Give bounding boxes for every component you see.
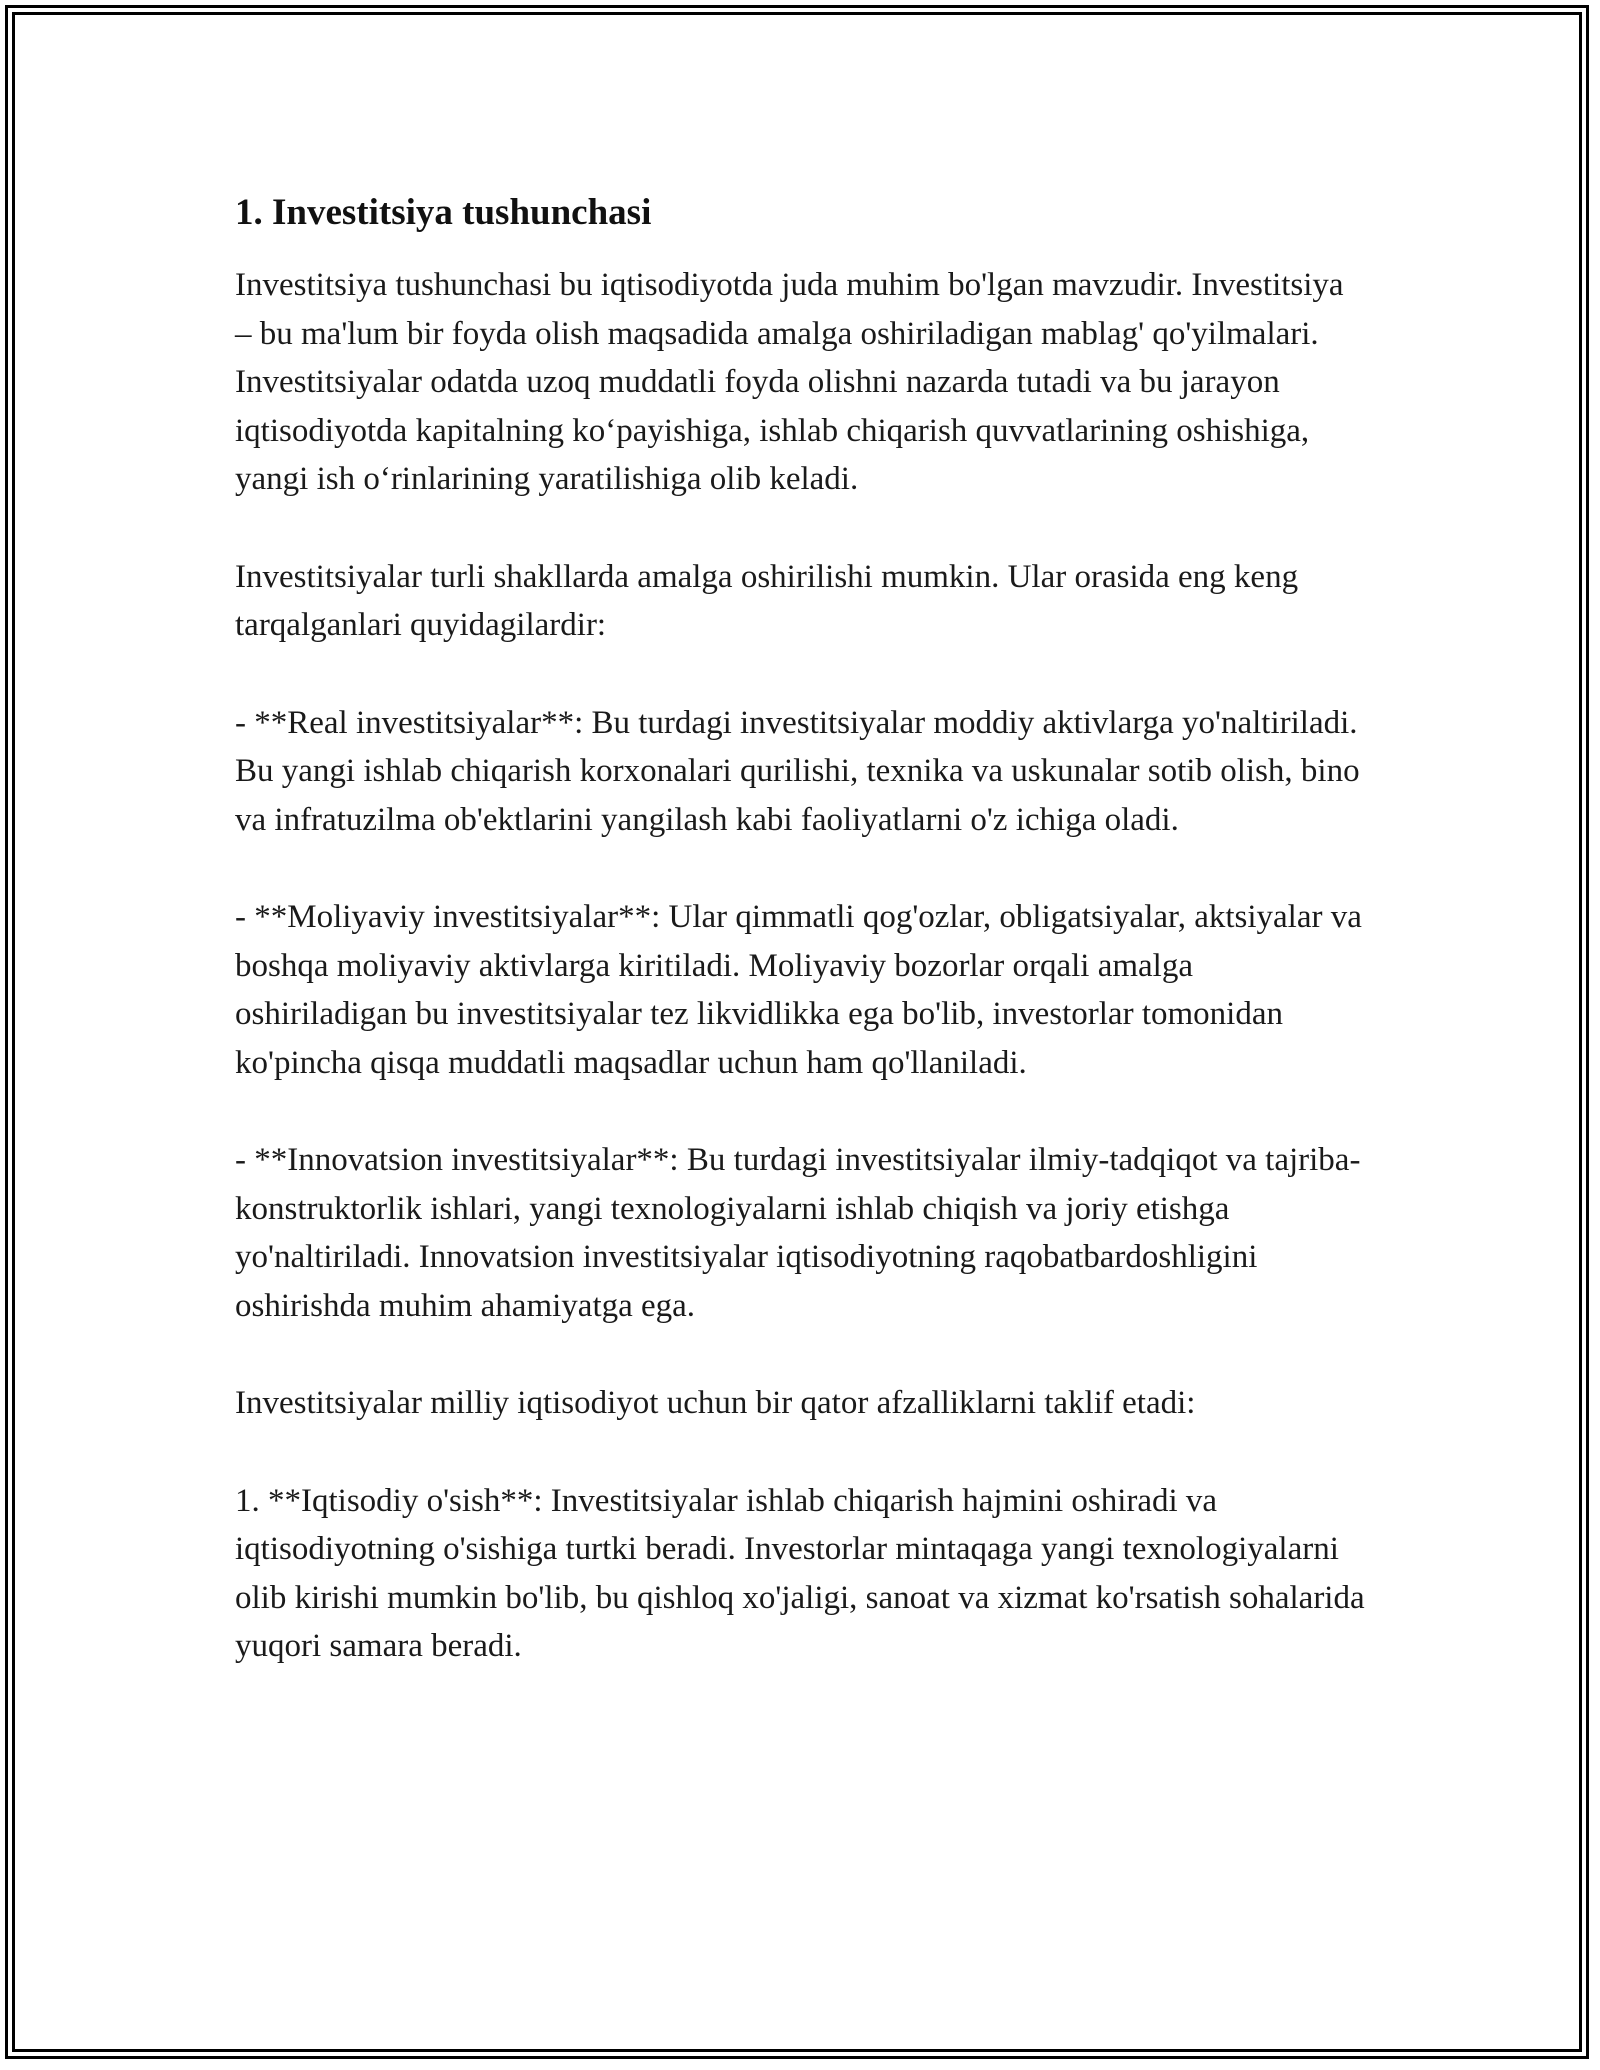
paragraph-real-investments: - **Real investitsiyalar**: Bu turdagi investitsiyalar moddiy aktivlarga yo'naltiriladi. Bu yangi ishlab chiqarish korxonalari qurilishi, texnika va uskunalar sotib olish, bino va infratuzilma ob'ektlarini yangilash kabi faoliyatlarni o'z ichiga oladi. [235,704,1360,838]
paragraph-advantages-intro: Investitsiyalar milliy iqtisodiyot uchun bir qator afzalliklarni taklif etadi: [235,1385,1196,1421]
section-heading: 1. Investitsiya tushunchasi [235,192,652,233]
paragraph-financial-investments: - **Moliyaviy investitsiyalar**: Ular qimmatli qog'ozlar, obligatsiyalar, aktsiyalar va boshqa moliyaviy aktivlarga kiritiladi. Moliyaviy bozorlar orqali amalga oshiriladigan bu investitsiyalar tez likvidlikka ega bo'lib, investorlar tomonidan ko'pincha qisqa muddatli maqsadlar uchun ham qo'llaniladi. [235,899,1362,1081]
paragraph-intro: Investitsiya tushunchasi bu iqtisodiyotda juda muhim bo'lgan mavzudir. Investitsiya – bu ma'lum bir foyda olish maqsadida amalga oshiriladigan mablag' qo'yilmalari. Investitsiyalar odatda uzoq muddatli foyda olishni nazarda tutadi va bu jarayon iqtisodiyotda kapitalning ko‘payishiga, ishlab chiqarish quvvatlarining oshishiga, yangi ish o‘rinlarining yaratilishiga olib keladi. [235,267,1344,497]
paragraph-economic-growth: 1. **Iqtisodiy o'sish**: Investitsiyalar ishlab chiqarish hajmini oshiradi va iqtisodiyotning o'sishiga turtki beradi. Investorlar mintaqaga yangi texnologiyalarni olib kirishi mumkin bo'lib, bu qishloq xo'jaligi, sanoat va xizmat ko'rsatish sohalarida yuqori samara beradi. [235,1482,1365,1664]
paragraph-types-intro: Investitsiyalar turli shakllarda amalga oshirilishi mumkin. Ular orasida eng keng tarqalganlari quyidagilardir: [235,558,1299,643]
document-body [235,185,1365,1671]
paragraph-innovative-investments: - **Innovatsion investitsiyalar**: Bu turdagi investitsiyalar ilmiy-tadqiqot va tajriba-konstruktorlik ishlari, yangi texnologiyalarni ishlab chiqish va joriy etishga yo'naltiriladi. Innovatsion investitsiyalar iqtisodiyotning raqobatbardoshligini oshirishda muhim ahamiyatga ega. [235,1142,1361,1324]
